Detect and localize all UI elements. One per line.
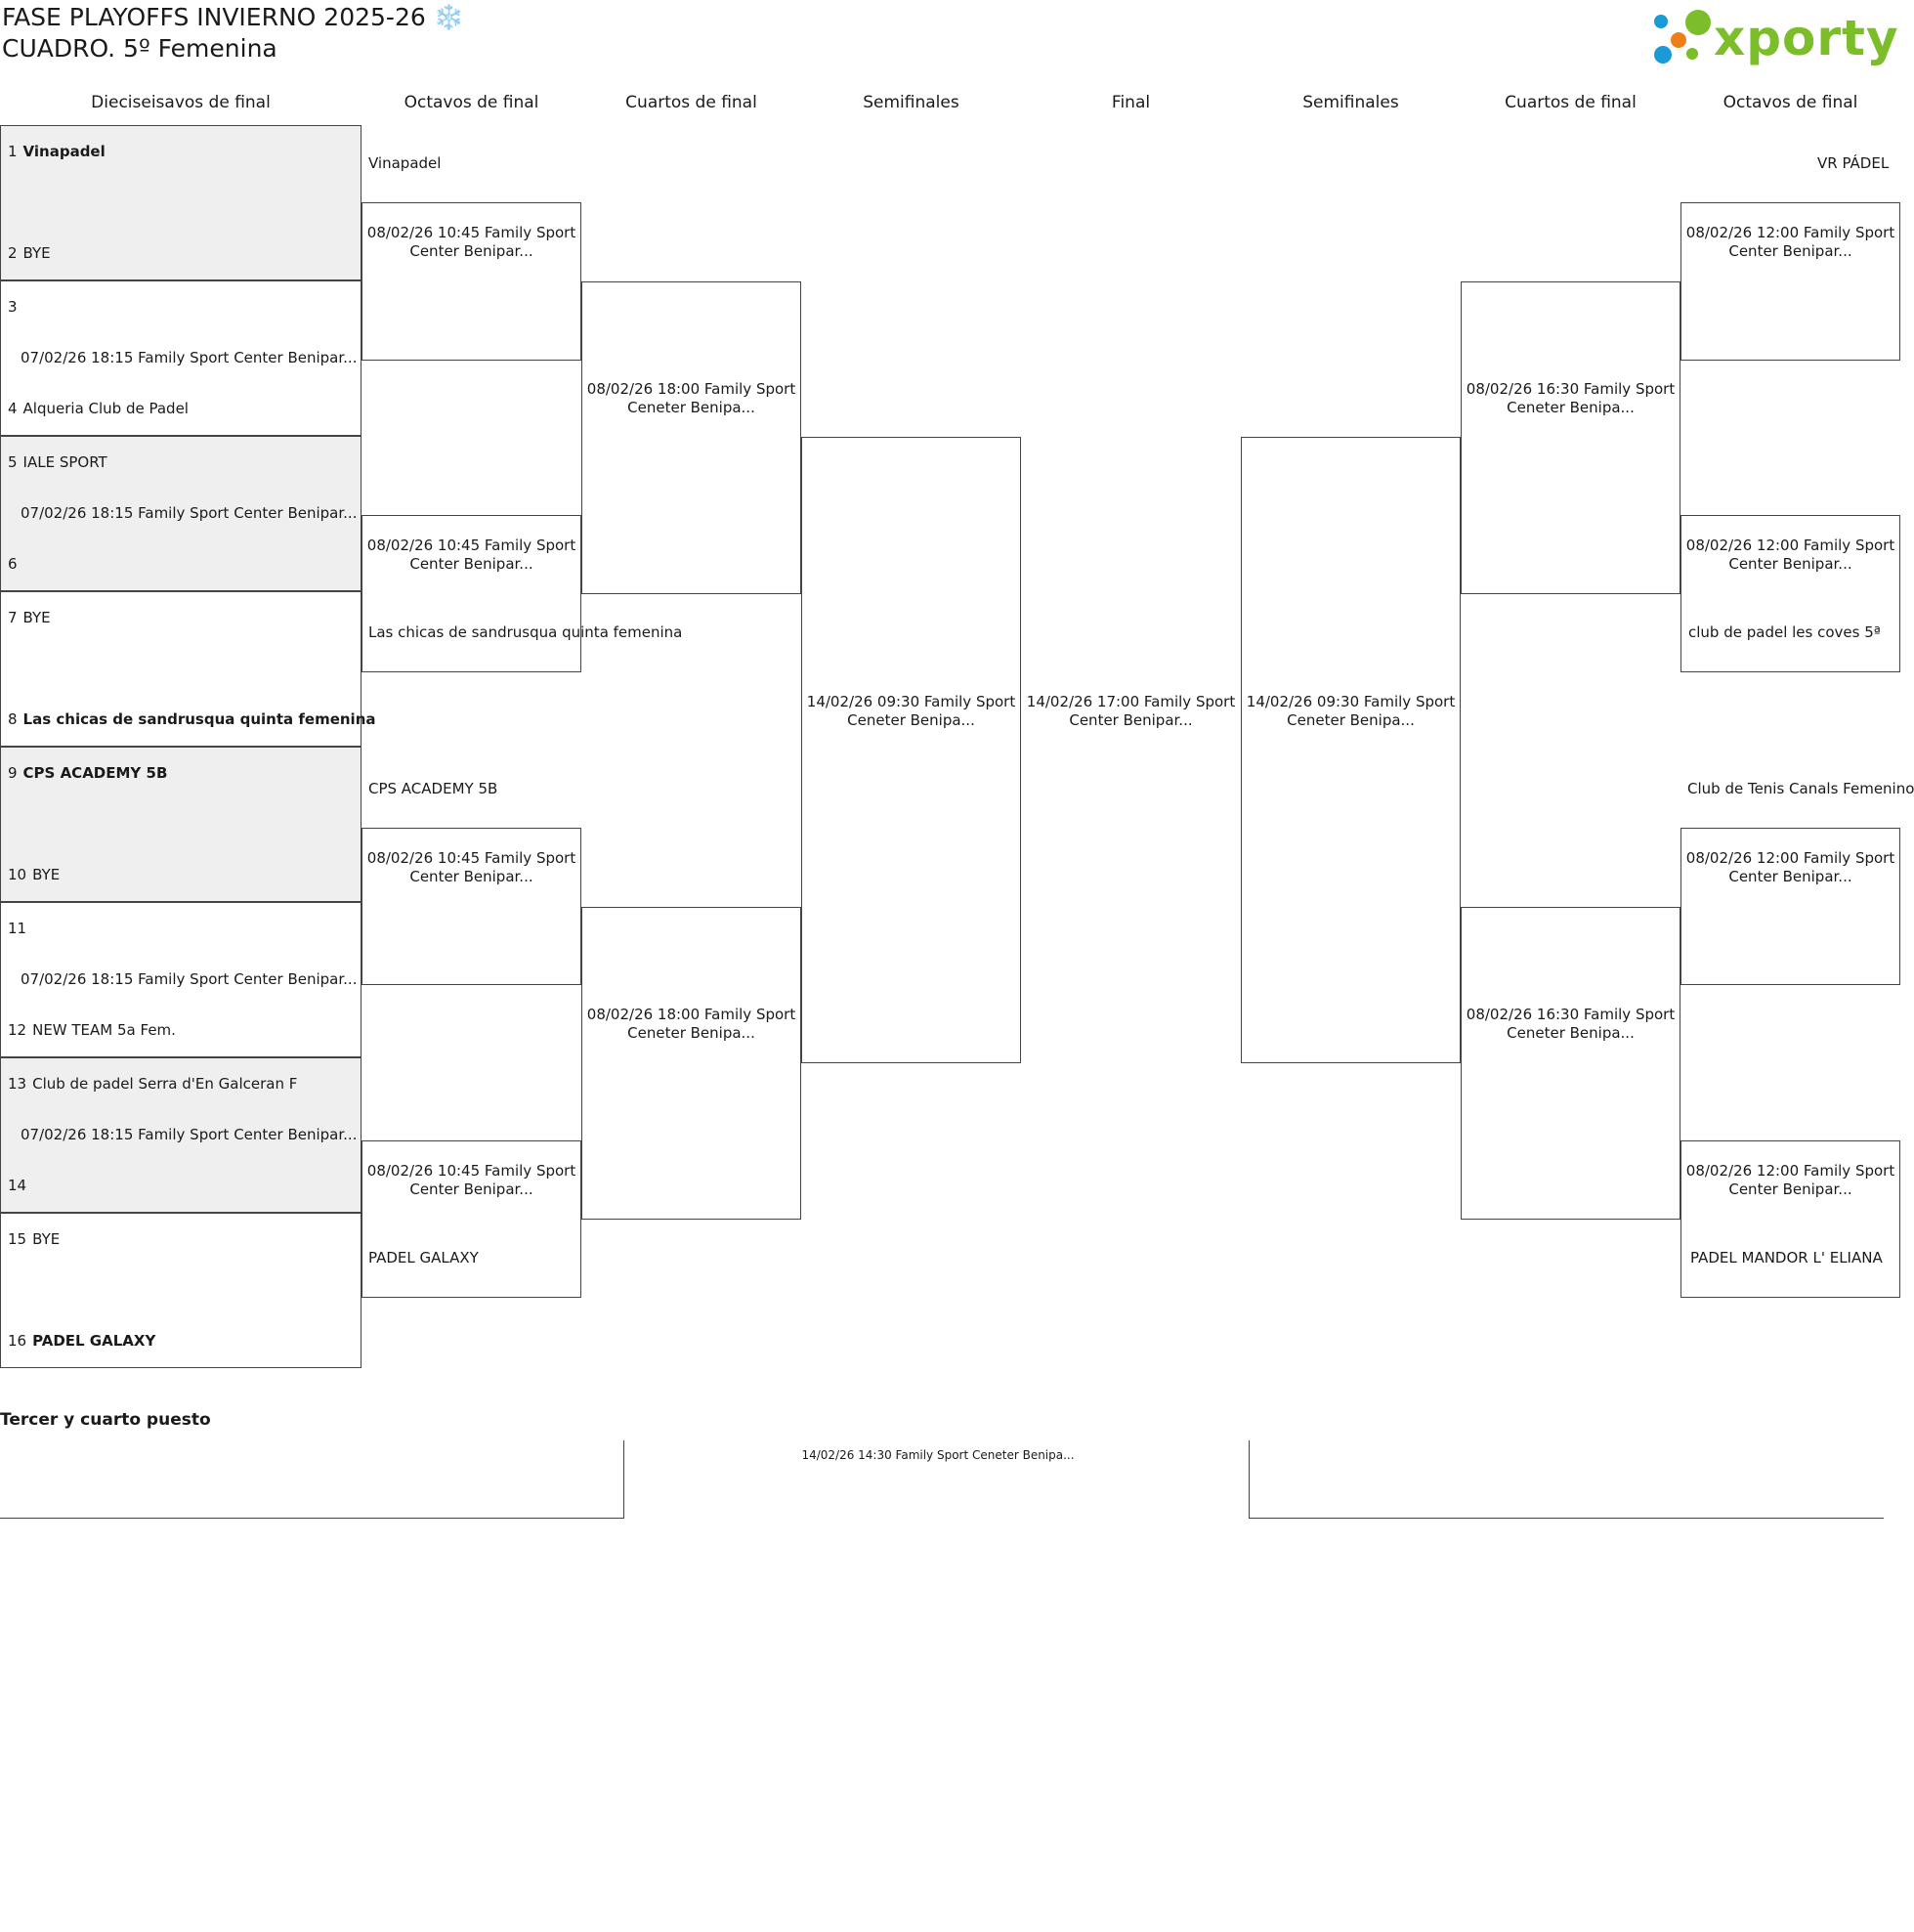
col-header-semis-right: Semifinales	[1302, 93, 1399, 112]
cuartos-right-bracket-2	[1461, 907, 1680, 1220]
match-info: 07/02/26 18:15 Family Sport Center Benipar...	[21, 349, 358, 366]
seed-entry	[8, 609, 51, 626]
xporty-logo	[1651, 4, 1899, 72]
seed-entry	[8, 1177, 32, 1194]
seed-number: 3	[8, 298, 18, 316]
seed-entry	[8, 866, 60, 883]
seed-number: 15	[8, 1230, 27, 1248]
team-name: Club de padel Serra d'En Galceran F	[32, 1075, 298, 1093]
octavos-left-team: Las chicas de sandrusqua quinta femenina	[368, 623, 683, 641]
seed-entry	[8, 298, 23, 316]
seed-number: 11	[8, 920, 27, 937]
col-header-final: Final	[1111, 93, 1151, 112]
r16-match-6[interactable]	[0, 902, 362, 1057]
seed-number: 12	[8, 1021, 27, 1039]
octavos-left-match-2[interactable]: 08/02/26 10:45 Family Sport Center Benipar...	[366, 537, 576, 573]
seed-entry	[8, 453, 107, 471]
seed-number: 2	[8, 244, 18, 262]
octavos-right-match-4[interactable]: 08/02/26 12:00 Family Sport Center Benipar...	[1685, 1162, 1895, 1198]
team-name: BYE	[22, 609, 51, 626]
semis-left-bracket	[801, 437, 1021, 1063]
octavos-right-match-2[interactable]: 08/02/26 12:00 Family Sport Center Benipar...	[1685, 537, 1895, 573]
team-name: Vinapadel	[22, 143, 106, 160]
col-header-cuartos-right: Cuartos de final	[1505, 93, 1637, 112]
col-header-semis-left: Semifinales	[863, 93, 959, 112]
octavos-left-team: CPS ACADEMY 5B	[368, 780, 498, 797]
seed-entry	[8, 1230, 60, 1248]
seed-number: 9	[8, 764, 18, 782]
cuartos-left-bracket-2	[581, 907, 801, 1220]
octavos-right-match-1[interactable]: 08/02/26 12:00 Family Sport Center Benipar...	[1685, 224, 1895, 260]
octavos-left-match-4[interactable]: 08/02/26 10:45 Family Sport Center Benipar...	[366, 1162, 576, 1198]
logo-text: xporty	[1714, 10, 1899, 66]
seed-number: 8	[8, 710, 18, 728]
third-place-bracket-left	[0, 1440, 624, 1519]
octavos-right-team: Club de Tenis Canals Femenino	[1687, 780, 1914, 797]
seed-number: 16	[8, 1332, 27, 1350]
team-name: CPS ACADEMY 5B	[22, 764, 168, 782]
third-place-match[interactable]: 14/02/26 14:30 Family Sport Ceneter Benipa...	[801, 1448, 1075, 1462]
team-name: BYE	[32, 866, 61, 883]
cuartos-left-match-2[interactable]: 08/02/26 18:00 Family Sport Ceneter Benipa...	[586, 1006, 796, 1042]
seed-number: 6	[8, 555, 18, 573]
cuartos-right-match-2[interactable]: 08/02/26 16:30 Family Sport Ceneter Benipa...	[1466, 1006, 1676, 1042]
seed-number: 13	[8, 1075, 27, 1093]
col-header-dieciseisavos: Dieciseisavos de final	[91, 93, 271, 112]
r16-match-4[interactable]	[0, 591, 376, 747]
r16-match-1[interactable]	[0, 125, 362, 280]
semis-right-bracket	[1241, 437, 1461, 1063]
col-header-octavos-left: Octavos de final	[404, 93, 539, 112]
match-info: 07/02/26 18:15 Family Sport Center Benipar...	[21, 504, 358, 522]
seed-number: 14	[8, 1177, 27, 1194]
seed-number: 5	[8, 453, 18, 471]
page-subtitle: CUADRO. 5º Femenina	[2, 34, 277, 63]
team-name: IALE SPORT	[22, 453, 107, 471]
team-name: BYE	[22, 244, 51, 262]
cuartos-right-bracket-1	[1461, 281, 1680, 594]
octavos-right-team: PADEL MANDOR L' ELIANA	[1690, 1249, 1883, 1267]
seed-entry	[8, 1075, 297, 1093]
cuartos-left-match-1[interactable]: 08/02/26 18:00 Family Sport Ceneter Benipa...	[586, 380, 796, 416]
seed-entry	[8, 764, 167, 782]
r16-match-7[interactable]	[0, 1057, 362, 1213]
r16-match-3[interactable]	[0, 436, 362, 591]
octavos-left-team: Vinapadel	[368, 154, 442, 172]
third-place-label: Tercer y cuarto puesto	[0, 1410, 211, 1430]
seed-number: 1	[8, 143, 18, 160]
octavos-left-match-1[interactable]: 08/02/26 10:45 Family Sport Center Benipar...	[366, 224, 576, 260]
seed-entry	[8, 1021, 176, 1039]
seed-entry	[8, 920, 32, 937]
semis-right-match[interactable]: 14/02/26 09:30 Family Sport Ceneter Benipa...	[1246, 693, 1456, 729]
r16-match-5[interactable]	[0, 747, 362, 902]
col-header-octavos-right: Octavos de final	[1723, 93, 1858, 112]
cuartos-left-bracket-1	[581, 281, 801, 594]
seed-entry	[8, 143, 106, 160]
r16-match-2[interactable]	[0, 280, 362, 436]
seed-entry	[8, 244, 51, 262]
seed-number: 4	[8, 400, 18, 417]
match-info: 07/02/26 18:15 Family Sport Center Benipar...	[21, 1126, 358, 1143]
octavos-right-match-3[interactable]: 08/02/26 12:00 Family Sport Center Benipar...	[1685, 849, 1895, 885]
seed-entry	[8, 1332, 155, 1350]
octavos-right-team: club de padel les coves 5ª	[1688, 623, 1881, 641]
team-name: NEW TEAM 5a Fem.	[32, 1021, 176, 1039]
octavos-right-team: VR PÁDEL	[1817, 154, 1890, 172]
semis-left-match[interactable]: 14/02/26 09:30 Family Sport Ceneter Benipa...	[806, 693, 1016, 729]
octavos-left-team: PADEL GALAXY	[368, 1249, 479, 1267]
team-name: Alqueria Club de Padel	[22, 400, 189, 417]
match-info: 07/02/26 18:15 Family Sport Center Benipar...	[21, 970, 358, 988]
team-name: PADEL GALAXY	[32, 1332, 156, 1350]
third-place-bracket-right	[1249, 1440, 1884, 1519]
seed-number: 7	[8, 609, 18, 626]
seed-entry	[8, 400, 189, 417]
seed-number: 10	[8, 866, 27, 883]
seed-entry	[8, 555, 23, 573]
team-name: Las chicas de sandrusqua quinta femenina	[22, 710, 376, 728]
col-header-cuartos-left: Cuartos de final	[625, 93, 757, 112]
page-title: FASE PLAYOFFS INVIERNO 2025-26 ❄️	[2, 3, 464, 31]
r16-match-8[interactable]	[0, 1213, 362, 1368]
seed-entry	[8, 710, 376, 728]
final-match[interactable]: 14/02/26 17:00 Family Sport Center Benipar...	[1026, 693, 1236, 729]
team-name: BYE	[32, 1230, 61, 1248]
octavos-left-match-3[interactable]: 08/02/26 10:45 Family Sport Center Benipar...	[366, 849, 576, 885]
cuartos-right-match-1[interactable]: 08/02/26 16:30 Family Sport Ceneter Benipa...	[1466, 380, 1676, 416]
